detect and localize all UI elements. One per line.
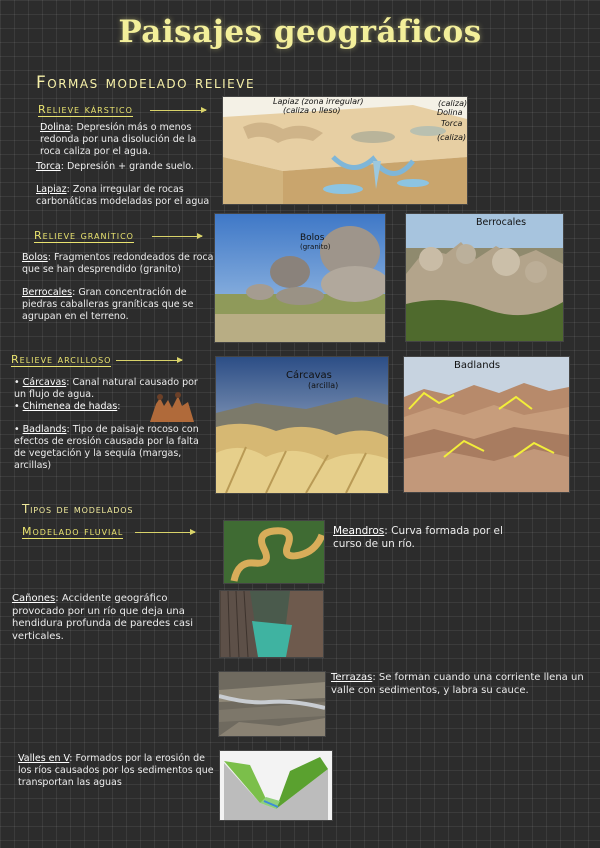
karst-torca-text: Torca: Depresión + grande suelo.: [36, 161, 194, 172]
granite-berrocales-photo: [405, 213, 564, 342]
fairy-chimney-illustration: [148, 392, 198, 422]
granite-bolos-text: Bolos: Fragmentos redondeados de roca que se han desprendido (granito): [22, 252, 214, 275]
karst-lapiaz-text: Lapiaz: Zona irregular de rocas carbonáticas modeladas por el agua: [36, 184, 210, 207]
fluvial-heading: Modelado fluvial: [22, 525, 124, 538]
karst-label-dolina: Dolina: [437, 108, 463, 117]
karst-label-caliza: (caliza o lleso): [283, 106, 341, 115]
karst-label-torca: Torca: [441, 119, 463, 128]
valles-diagram: [219, 750, 333, 821]
badlands-photo-label: Badlands: [454, 360, 501, 371]
carcavas-photo-label: Cárcavas (arcilla): [286, 370, 339, 390]
fluvial-canones-text: Cañones: Accidente geográfico provocado por un río que deja una hendidura profunda de paredes casi verticales.: [12, 593, 193, 642]
granite-bolos-photo: [214, 213, 386, 343]
karst-diagram-image: [222, 96, 468, 205]
karst-label-caliza2: (caliza): [438, 99, 468, 108]
arrow-icon: [152, 236, 202, 237]
fluvial-valles-text: Valles en V: Formados por la erosión de los ríos causados por los sedimentos que transportan las aguas: [18, 753, 214, 788]
clay-badlands-text: • Badlands: Tipo de paisaje rocoso con efectos de erosión causada por la falta de vegetación y la sequía (margas, arcillas): [14, 424, 199, 471]
page-title: Paisajes geográficos: [118, 14, 482, 50]
karst-label-lapiaz: Lapiaz (zona irregular): [273, 97, 364, 106]
karst-label-caliza3: (caliza): [437, 133, 467, 142]
canones-photo: [219, 590, 324, 658]
fluvial-terrazas-text: Terrazas: Se forman cuando una corriente llena un valle con sedimentos, y labra su cauce.: [331, 672, 584, 696]
karst-dolina-text: Dolina: Depresión más o menos redonda por una disolución de la roca caliza por el agua.: [40, 122, 197, 157]
clay-carcavas-text: • Cárcavas: Canal natural causado por un flujo de agua.: [14, 377, 198, 400]
clay-badlands-photo: [403, 356, 570, 493]
meandros-photo: [223, 520, 325, 584]
arrow-icon: [116, 360, 182, 361]
section-heading-types: Tipos de modelados: [22, 502, 134, 516]
terrazas-photo: [218, 671, 326, 737]
karst-heading: Relieve kárstico: [38, 103, 133, 116]
arrow-icon: [135, 532, 195, 533]
arrow-icon: [150, 110, 206, 111]
section-heading-relief: Formas modelado relieve: [36, 73, 256, 93]
granite-heading: Relieve granítico: [34, 229, 134, 242]
clay-carcavas-photo: [215, 356, 389, 494]
bolos-photo-label: Bolos (granito): [300, 233, 331, 251]
berrocales-photo-label: Berrocales: [476, 217, 527, 228]
granite-berrocales-text: Berrocales: Gran concentración de piedras caballeras graníticas que se agrupan en el terreno.: [22, 287, 194, 322]
clay-heading: Relieve arcilloso: [11, 353, 112, 366]
fluvial-meandros-text: Meandros: Curva formada por el curso de un río.: [333, 525, 503, 550]
clay-chimenea-text: • Chimenea de hadas:: [14, 401, 121, 412]
